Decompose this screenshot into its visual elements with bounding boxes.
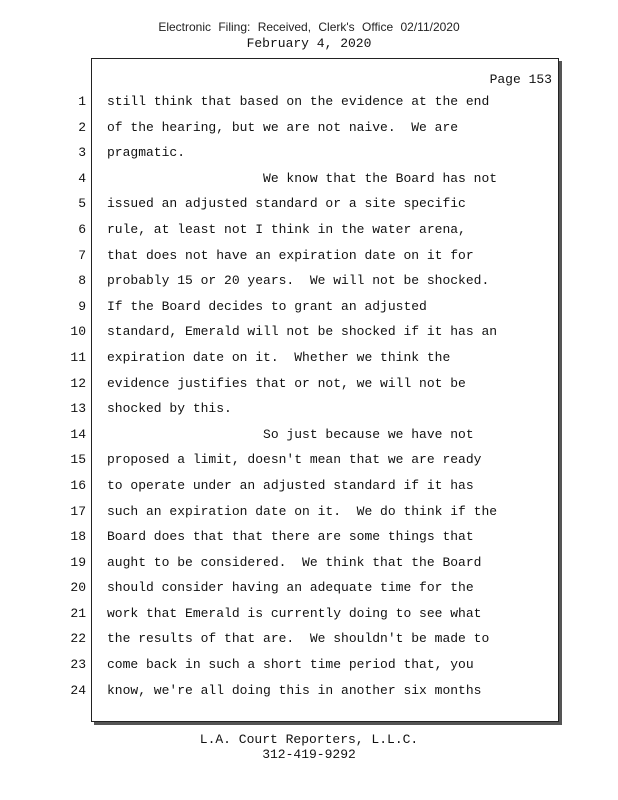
line-number: 5: [78, 196, 86, 212]
transcript-line: probably 15 or 20 years. We will not be shocked.: [107, 273, 490, 289]
transcript-line: that does not have an expiration date on it for: [107, 247, 474, 263]
court-reporter-name: L.A. Court Reporters, L.L.C.: [199, 732, 419, 747]
transcript-line: We know that the Board has not: [107, 170, 498, 186]
transcript-line: still think that based on the evidence at the end: [107, 94, 490, 109]
line-number: 23: [70, 657, 86, 673]
hearing-date: February 4, 2020: [246, 36, 372, 51]
page-number: Page 153: [489, 72, 552, 87]
court-reporter-phone: 312-419-9292: [262, 747, 356, 762]
line-number: 20: [70, 580, 86, 596]
line-number: 13: [70, 401, 86, 417]
filing-stamp: Electronic Filing: Received, Clerk's Office 02/11/2020: [158, 20, 460, 34]
line-number: 12: [70, 375, 86, 391]
line-number: 6: [78, 221, 86, 237]
transcript-text: [107, 93, 557, 707]
transcript-line: evidence justifies that or not, we will not be: [107, 375, 466, 391]
line-number: 4: [78, 170, 86, 186]
transcript-line: Board does that that there are some things that: [107, 529, 474, 545]
line-number: 14: [70, 426, 86, 442]
line-number: 24: [70, 682, 86, 698]
line-number: 7: [78, 247, 86, 263]
transcript-line: pragmatic.: [107, 145, 186, 161]
line-number: 21: [70, 605, 86, 621]
footer: [0, 732, 618, 762]
transcript-line: of the hearing, but we are not naive. We are: [107, 119, 459, 135]
transcript-line: rule, at least not I think in the water arena,: [107, 221, 466, 237]
transcript-line: proposed a limit, doesn't mean that we are ready: [107, 452, 482, 468]
transcript-line: standard, Emerald will not be shocked if it has an: [107, 324, 498, 340]
line-number: 1: [78, 94, 86, 109]
line-number: 10: [70, 324, 86, 340]
line-number: 9: [78, 298, 86, 314]
line-number: 22: [70, 631, 86, 647]
transcript-line: such an expiration date on it. We do think if the: [107, 503, 498, 519]
transcript-line: to operate under an adjusted standard if it has: [107, 477, 474, 493]
line-number: 19: [70, 554, 86, 570]
line-number: 17: [70, 503, 86, 519]
line-number: 3: [78, 145, 86, 161]
line-number: 2: [78, 119, 86, 135]
transcript-line: expiration date on it. Whether we think the: [107, 349, 451, 365]
line-number-column: [60, 93, 86, 707]
transcript-line: shocked by this.: [107, 401, 232, 417]
line-number: 18: [70, 529, 86, 545]
line-number: 15: [70, 452, 86, 468]
transcript-line: If the Board decides to grant an adjusted: [107, 298, 427, 314]
transcript-line: should consider having an adequate time for the: [107, 580, 474, 596]
transcript-line: come back in such a short time period that, you: [107, 657, 474, 673]
transcript-line: issued an adjusted standard or a site specific: [107, 196, 466, 212]
line-number: 16: [70, 477, 86, 493]
transcript-line: know, we're all doing this in another six months: [107, 682, 482, 698]
line-number: 11: [70, 349, 86, 365]
transcript-line: work that Emerald is currently doing to see what: [107, 605, 482, 621]
line-number: 8: [78, 273, 86, 289]
transcript-line: So just because we have not: [107, 426, 474, 442]
transcript-line: aught to be considered. We think that the Board: [107, 554, 482, 570]
transcript-line: the results of that are. We shouldn't be made to: [107, 631, 490, 647]
